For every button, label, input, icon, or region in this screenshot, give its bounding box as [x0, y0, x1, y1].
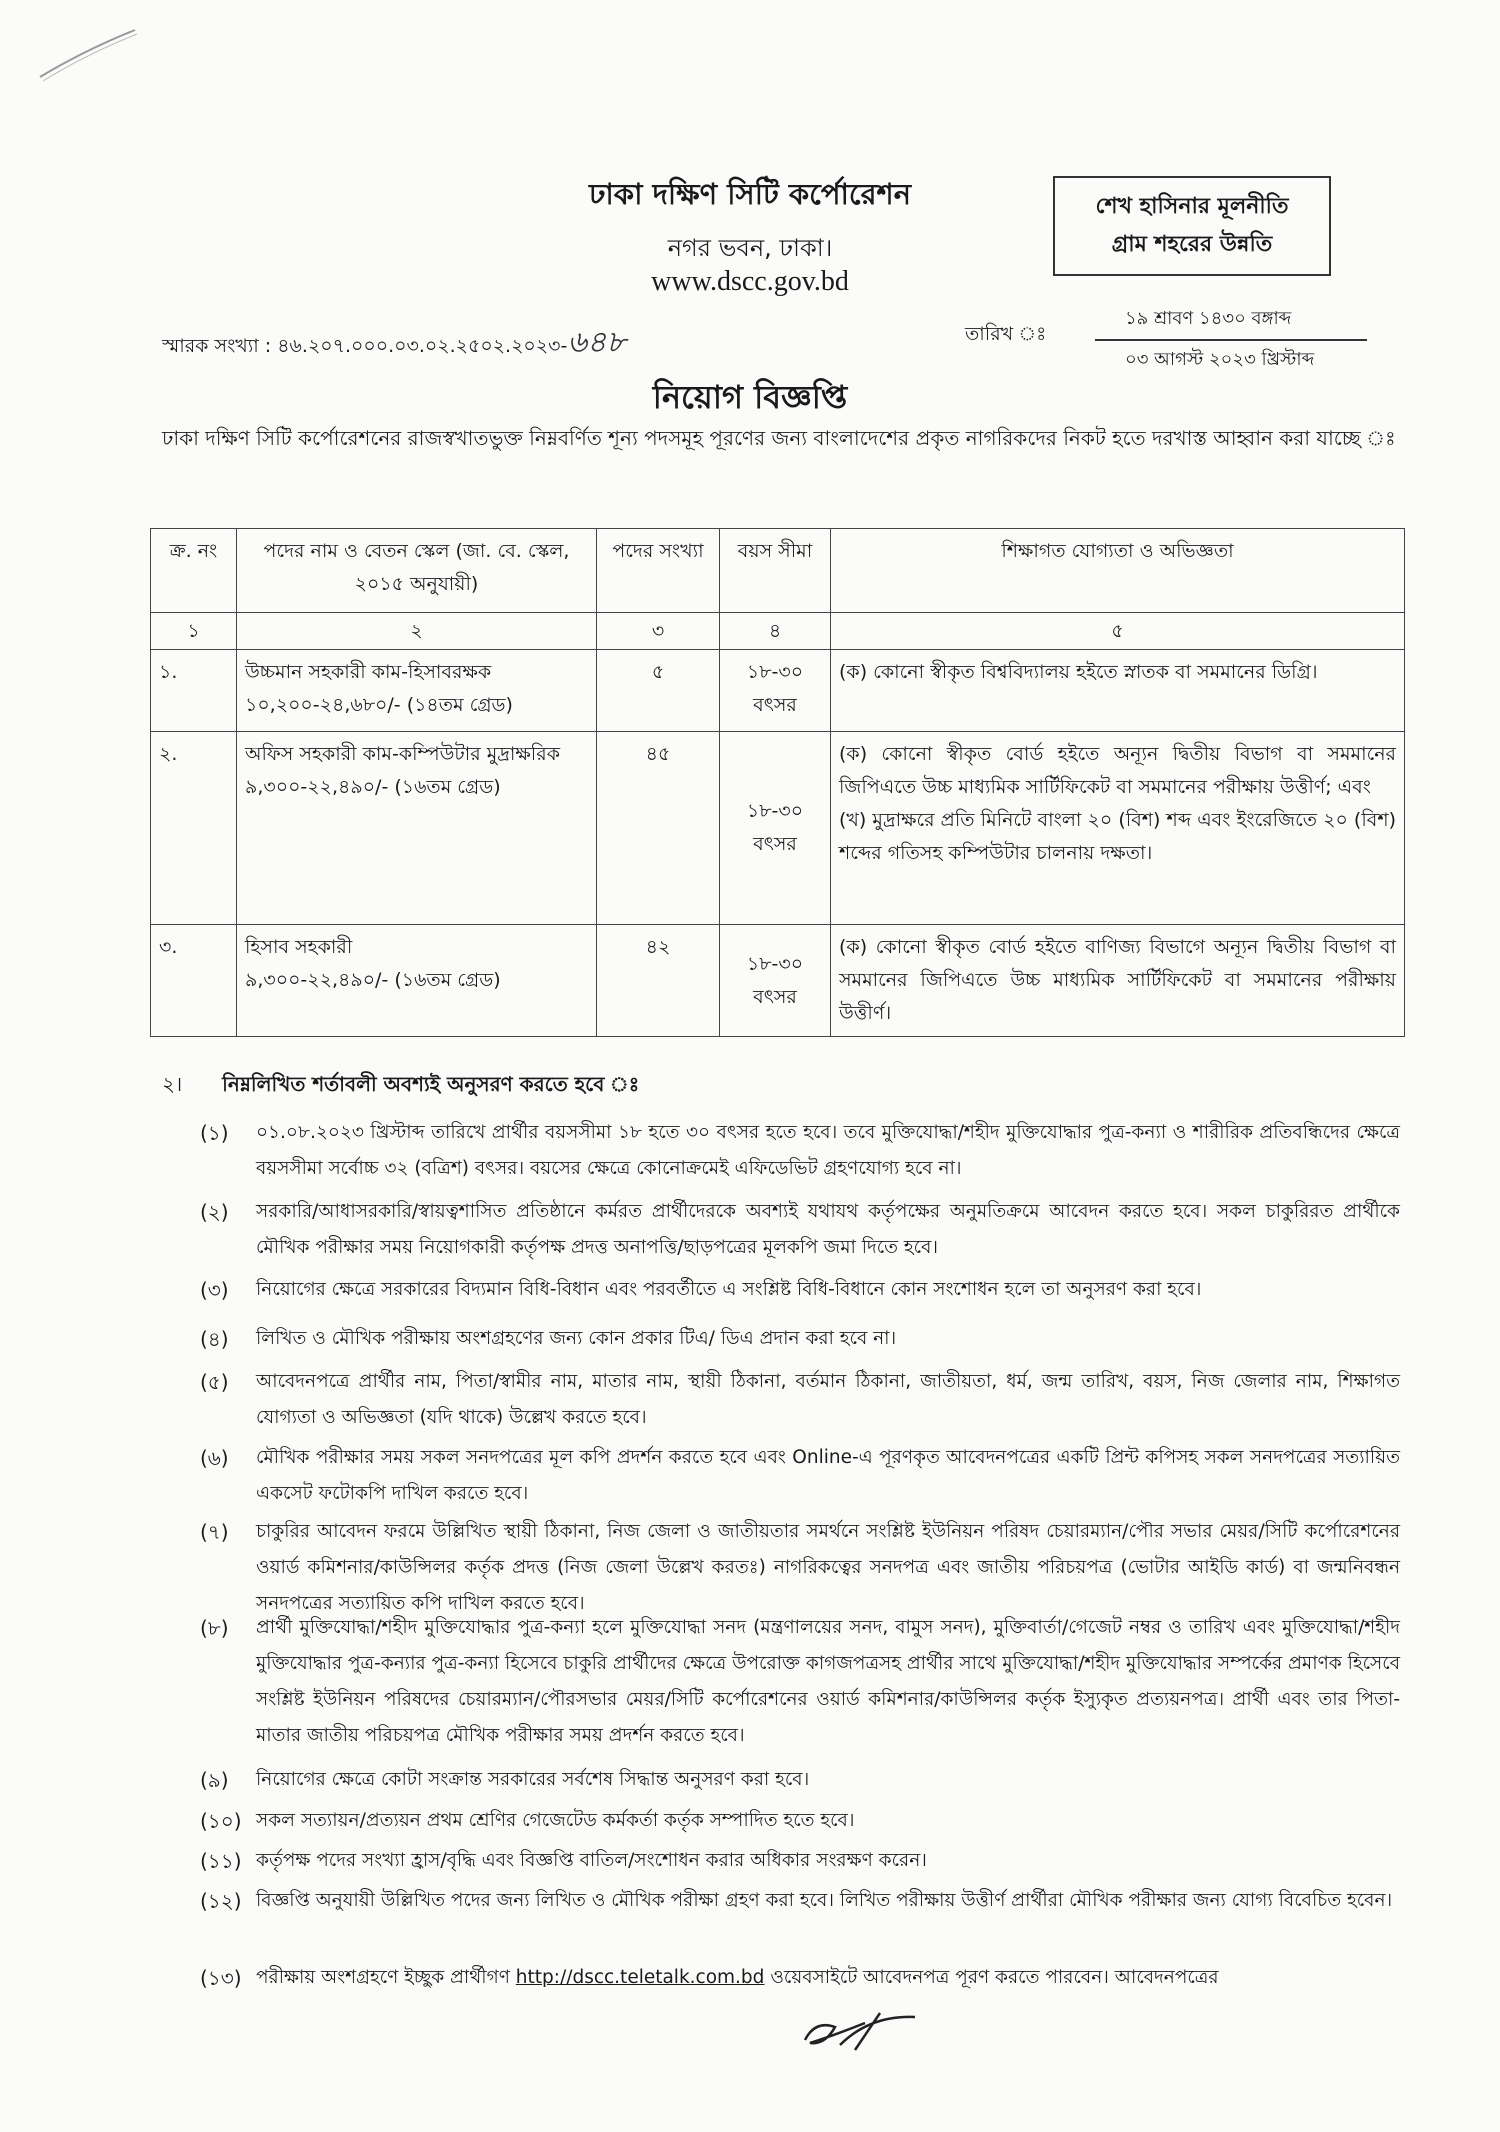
section-2-heading	[162, 1070, 639, 1103]
condition-item	[200, 1883, 1400, 1919]
post-count: ৫	[597, 650, 720, 732]
handwritten-memo-number: ৬৪৮	[567, 326, 626, 359]
condition-number: (১৩)	[200, 1966, 242, 1990]
condition-item	[200, 1364, 1400, 1436]
condition-text: চাকুরির আবেদন ফরমে উল্লিখিত স্থায়ী ঠিকানা, নিজ জেলা ও জাতীয়তার সমর্থনে সংশ্লিষ্ট ইউনিয়ন পরিষদ চেয়ারম্যান/পৌর সভার মেয়র/সিটি কর্পোরেশনের ওয়ার্ড কমিশনার/কাউন্সিলর কর্তৃক প্রদত্ত (নিজ জেলা উল্লেখ করতঃ) নাগরিকত্বের সনদপত্র এবং জাতীয় পরিচয়পত্র (ভোটার আইডি কার্ড) বা জন্মনিবন্ধন সনদপত্রের সত্যায়িত কপি দাখিল করতে হবে।	[256, 1521, 1400, 1614]
condition-item	[200, 1115, 1400, 1187]
notice-title: নিয়োগ বিজ্ঞপ্তি	[652, 378, 848, 416]
section-number: ২।	[162, 1072, 183, 1096]
pay-scale: ১০,২০০-২৪,৬৮০/- (১৪তম গ্রেড)	[245, 694, 513, 716]
condition-text: লিখিত ও মৌখিক পরীক্ষায় অংশগ্রহণের জন্য কোন প্রকার টিএ/ ডিএ প্রদান করা হবে না।	[256, 1328, 897, 1349]
condition-item	[200, 1440, 1400, 1512]
condition-item	[200, 1272, 1400, 1308]
condition-item	[200, 1762, 1400, 1798]
condition-text	[256, 1960, 1400, 1996]
age-limit: ১৮-৩০ বৎসর	[720, 650, 831, 732]
column-number-row	[151, 613, 1405, 650]
serial: ৩.	[151, 925, 237, 1037]
condition-text-after: ওয়েবসাইটে আবেদনপত্র পূরণ করতে পারবেন। আবেদনপত্রের	[770, 1967, 1219, 1988]
vacancy-table	[150, 528, 1405, 1037]
intro-paragraph: ঢাকা দক্ষিণ সিটি কর্পোরেশনের রাজস্বখাতভুক্ত নিম্নবর্ণিত শূন্য পদসমূহ পূরণের জন্য বাংলাদেশের প্রকৃত নাগরিকদের নিকট হতে দরখাস্ত আহ্বান করা যাচ্ছে ঃ	[162, 426, 1396, 450]
condition-text: বিজ্ঞপ্তি অনুযায়ী উল্লিখিত পদের জন্য লিখিত ও মৌখিক পরীক্ষা গ্রহণ করা হবে। লিখিত পরীক্ষায় উত্তীর্ণ প্রার্থীরা মৌখিক পরীক্ষার জন্য যোগ্য বিবেচিত হবেন।	[256, 1890, 1393, 1911]
condition-number: (১২)	[200, 1889, 242, 1913]
condition-text: আবেদনপত্রে প্রার্থীর নাম, পিতা/স্বামীর নাম, মাতার নাম, স্থায়ী ঠিকানা, বর্তমান ঠিকানা, জাতীয়তা, ধর্ম, জন্ম তারিখ, বয়স, নিজ জেলার নাম, শিক্ষাগত যোগ্যতা ও অভিজ্ঞতা (যদি থাকে) উল্লেখ করতে হবে।	[256, 1371, 1400, 1428]
condition-number: (৩)	[200, 1278, 229, 1302]
condition-number: (৫)	[200, 1370, 229, 1394]
condition-text: নিয়োগের ক্ষেত্রে কোটা সংক্রান্ত সরকারের সর্বশেষ সিদ্ধান্ত অনুসরণ করা হবে।	[256, 1769, 810, 1790]
serial: ১.	[151, 650, 237, 732]
qualification-b: (খ) মুদ্রাক্ষরে প্রতি মিনিটে বাংলা ২০ (বিশ) শব্দ এবং ইংরেজিতে ২০ (বিশ) শব্দের গতিসহ কম্পিউটার চালনায় দক্ষতা।	[839, 809, 1396, 864]
condition-text: কর্তৃপক্ষ পদের সংখ্যা হ্রাস/বৃদ্ধি এবং বিজ্ঞপ্তি বাতিল/সংশোধন করার অধিকার সংরক্ষণ করেন।	[256, 1850, 927, 1871]
teletalk-link[interactable]: http://dscc.teletalk.com.bd	[515, 1967, 765, 1988]
header-age: বয়স সীমা	[720, 529, 831, 613]
slogan-line2: গ্রাম শহরের উন্নতি	[1111, 232, 1273, 257]
organization-name: ঢাকা দক্ষিণ সিটি কর্পোরেশন	[588, 177, 912, 211]
condition-number: (৬)	[200, 1446, 229, 1470]
serial: ২.	[151, 732, 237, 925]
date-block	[1095, 300, 1367, 380]
condition-number: (১)	[200, 1121, 229, 1145]
condition-text: মৌখিক পরীক্ষার সময় সকল সনদপত্রের মূল কপি প্রদর্শন করতে হবে এবং Online-এ পূরণকৃত আবেদনপত্রের একটি প্রিন্ট কপিসহ সকল সনদপত্রের সত্যায়িত একসেট ফটোকপি দাখিল করতে হবে।	[256, 1447, 1400, 1504]
memo-number	[162, 318, 626, 369]
condition-number: (৯)	[200, 1768, 229, 1792]
condition-item	[200, 1960, 1400, 1996]
age-limit: ১৮-৩০ বৎসর	[720, 732, 831, 925]
qualification: (ক) কোনো স্বীকৃত বিশ্ববিদ্যালয় হইতে স্নাতক বা সমমানের ডিগ্রি।	[831, 650, 1405, 732]
pay-scale: ৯,৩০০-২২,৪৯০/- (১৬তম গ্রেড)	[245, 776, 501, 798]
condition-item	[200, 1610, 1400, 1754]
qualification: (ক) কোনো স্বীকৃত বোর্ড হইতে বাণিজ্য বিভাগে অন্যূন দ্বিতীয় বিভাগ বা সমমানের জিপিএতে উচ্চ মাধ্যমিক সার্টিফিকেট বা সমমানের পরীক্ষায় উত্তীর্ণ।	[831, 925, 1405, 1037]
slogan-box	[1053, 176, 1331, 276]
pay-scale: ৯,৩০০-২২,৪৯০/- (১৬তম গ্রেড)	[245, 969, 501, 991]
table-row	[151, 650, 1405, 732]
date-bangla: ১৯ শ্রাবণ ১৪৩০ বঙ্গাব্দ	[1095, 300, 1367, 341]
qualification: (ক) কোনো স্বীকৃত বোর্ড হইতে অন্যূন দ্বিতীয় বিভাগ বা সমমানের জিপিএতে উচ্চ মাধ্যমিক সার্টিফিকেট বা সমমানের পরীক্ষায় উত্তীর্ণ; এবং	[839, 743, 1396, 798]
post-count: ৪২	[597, 925, 720, 1037]
condition-item	[200, 1321, 1400, 1357]
post-cell	[237, 732, 597, 925]
age-limit: ১৮-৩০ বৎসর	[720, 925, 831, 1037]
date-label: তারিখ ঃ	[965, 323, 1047, 345]
condition-text: ০১.০৮.২০২৩ খ্রিস্টাব্দ তারিখে প্রার্থীর বয়সসীমা ১৮ হতে ৩০ বৎসর হতে হবে। তবে মুক্তিযোদ্ধা/শহীদ মুক্তিযোদ্ধার পুত্র-কন্যা ও শারীরিক প্রতিবন্ধিদের ক্ষেত্রে বয়সসীমা সর্বোচ্চ ৩২ (বত্রিশ) বৎসর। বয়সের ক্ষেত্রে কোনোক্রমেই এফিডেভিট গ্রহণযোগ্য হবে না।	[256, 1122, 1400, 1179]
section-title: নিম্নলিখিত শর্তাবলী অবশ্যই অনুসরণ করতে হবে ঃ	[222, 1072, 640, 1096]
condition-item	[200, 1843, 1400, 1879]
condition-text: সকল সত্যায়ন/প্রত্যয়ন প্রথম শ্রেণির গেজেটেড কর্মকর্তা কর্তৃক সম্পাদিত হতে হবে।	[256, 1810, 855, 1831]
condition-item	[200, 1194, 1400, 1266]
header-count: পদের সংখ্যা	[597, 529, 720, 613]
memo-label: স্মারক সংখ্যা : ৪৬.২০৭.০০০.০৩.০২.২৫০২.২০২৩-	[162, 335, 568, 357]
condition-number: (১০)	[200, 1809, 242, 1833]
table-header-row	[151, 529, 1405, 613]
post-name: উচ্চমান সহকারী কাম-হিসাবরক্ষক	[245, 661, 492, 683]
post-cell	[237, 925, 597, 1037]
column-number: ৪	[720, 613, 831, 650]
date-gregorian: ০৩ আগস্ট ২০২৩ খ্রিস্টাব্দ	[1125, 349, 1315, 370]
qualification-cell	[831, 732, 1405, 925]
pen-mark	[35, 25, 145, 85]
table-row	[151, 732, 1405, 925]
website: www.dscc.gov.bd	[651, 266, 849, 297]
column-number: ৫	[831, 613, 1405, 650]
post-name: অফিস সহকারী কাম-কম্পিউটার মুদ্রাক্ষরিক	[245, 743, 560, 765]
header-serial: ক্র. নং	[151, 529, 237, 613]
organization-address: নগর ভবন, ঢাকা।	[667, 234, 833, 262]
condition-text: সরকারি/আধাসরকারি/স্বায়ত্বশাসিত প্রতিষ্ঠানে কর্মরত প্রার্থীদেরকে অবশ্যই যথাযথ কর্তৃপক্ষের অনুমতিক্রমে আবেদন করতে হবে। সকল চাকুরিরত প্রার্থীকে মৌখিক পরীক্ষার সময় নিয়োগকারী কর্তৃপক্ষ প্রদত্ত অনাপত্তি/ছাড়পত্রের মূলকপি জমা দিতে হবে।	[256, 1201, 1400, 1258]
condition-text-before: পরীক্ষায় অংশগ্রহণে ইচ্ছুক প্রার্থীগণ	[256, 1967, 510, 1988]
condition-number: (৭)	[200, 1520, 229, 1544]
header-qualification: শিক্ষাগত যোগ্যতা ও অভিজ্ঞতা	[831, 529, 1405, 613]
column-number: ১	[151, 613, 237, 650]
post-count: ৪৫	[597, 732, 720, 925]
condition-item	[200, 1803, 1400, 1839]
condition-number: (৪)	[200, 1327, 229, 1351]
condition-number: (৮)	[200, 1616, 229, 1640]
condition-item	[200, 1514, 1400, 1622]
post-name: হিসাব সহকারী	[245, 936, 353, 958]
table-row	[151, 925, 1405, 1037]
post-cell	[237, 650, 597, 732]
condition-text: প্রার্থী মুক্তিযোদ্ধা/শহীদ মুক্তিযোদ্ধার পুত্র-কন্যা হলে মুক্তিযোদ্ধা সনদ (মন্ত্রণালয়ের সনদ, বামুস সনদ), মুক্তিবার্তা/গেজেট নম্বর ও তারিখ এবং মুক্তিযোদ্ধা/শহীদ মুক্তিযোদ্ধার পুত্র-কন্যার পুত্র-কন্যা হিসেবে চাকুরি প্রার্থীদের ক্ষেত্রে উপরোক্ত কাগজপত্রসহ প্রার্থীর সাথে মুক্তিযোদ্ধা/শহীদ মুক্তিযোদ্ধার সম্পর্কের প্রমাণক হিসেবে সংশ্লিষ্ট ইউনিয়ন পরিষদের চেয়ারম্যান/পৌরসভার মেয়র/সিটি কর্পোরেশনের ওয়ার্ড কমিশনার/কাউন্সিলর কর্তৃক ইস্যুকৃত প্রত্যয়নপত্র। প্রার্থী এবং তার পিতা-মাতার জাতীয় পরিচয়পত্র মৌখিক পরীক্ষার সময় প্রদর্শন করতে হবে।	[256, 1617, 1400, 1746]
condition-number: (১১)	[200, 1849, 242, 1873]
signature	[795, 2005, 925, 2060]
condition-number: (২)	[200, 1200, 229, 1224]
column-number: ৩	[597, 613, 720, 650]
slogan-line1: শেখ হাসিনার মূলনীতি	[1095, 194, 1289, 219]
column-number: ২	[237, 613, 597, 650]
header-post: পদের নাম ও বেতন স্কেল (জা. বে. স্কেল, ২০১৫ অনুযায়ী)	[237, 529, 597, 613]
condition-text: নিয়োগের ক্ষেত্রে সরকারের বিদ্যমান বিধি-বিধান এবং পরবর্তীতে এ সংশ্লিষ্ট বিধি-বিধানে কোন সংশোধন হলে তা অনুসরণ করা হবে।	[256, 1279, 1202, 1300]
